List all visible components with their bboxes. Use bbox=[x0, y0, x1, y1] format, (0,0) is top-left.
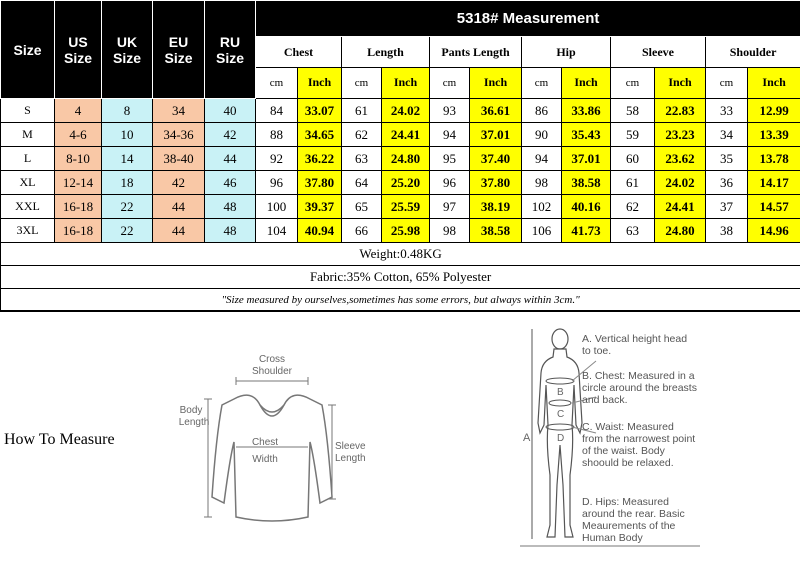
cm-value-cell: 38 bbox=[706, 219, 748, 243]
cm-value-cell: 35 bbox=[706, 147, 748, 171]
eu-size-cell: 42 bbox=[153, 171, 205, 195]
uk-size-header: UK Size bbox=[102, 1, 153, 99]
inch-value-cell: 25.98 bbox=[382, 219, 430, 243]
unit-inch-header: Inch bbox=[748, 67, 800, 98]
size-label-cell: S bbox=[1, 99, 55, 123]
size-row bbox=[1, 147, 800, 171]
ru-size-cell: 46 bbox=[205, 171, 256, 195]
us-size-cell: 12-14 bbox=[55, 171, 102, 195]
unit-inch-header: Inch bbox=[470, 67, 522, 98]
cm-value-cell: 96 bbox=[256, 171, 298, 195]
inch-value-cell: 36.22 bbox=[298, 147, 342, 171]
cross-shoulder-label-2: Shoulder bbox=[252, 366, 293, 377]
size-header: Size bbox=[1, 1, 55, 99]
ru-size-cell: 48 bbox=[205, 219, 256, 243]
pants-length-group-header: Pants Length bbox=[430, 37, 522, 67]
cm-value-cell: 63 bbox=[611, 219, 655, 243]
cm-value-cell: 88 bbox=[256, 123, 298, 147]
us-size-cell: 4 bbox=[55, 99, 102, 123]
cm-value-cell: 58 bbox=[611, 99, 655, 123]
unit-cm-header: cm bbox=[430, 67, 470, 98]
cm-value-cell: 60 bbox=[611, 147, 655, 171]
cm-value-cell: 86 bbox=[522, 99, 562, 123]
ru-size-cell: 42 bbox=[205, 123, 256, 147]
cm-value-cell: 64 bbox=[342, 171, 382, 195]
us-size-cell: 16-18 bbox=[55, 219, 102, 243]
garment-measure-diagram bbox=[172, 347, 372, 547]
uk-size-cell: 18 bbox=[102, 171, 153, 195]
inch-value-cell: 41.73 bbox=[562, 219, 611, 243]
inch-value-cell: 23.62 bbox=[655, 147, 706, 171]
cm-value-cell: 102 bbox=[522, 195, 562, 219]
how-to-measure-label: How To Measure bbox=[4, 431, 115, 449]
cm-value-cell: 61 bbox=[342, 99, 382, 123]
inch-value-cell: 12.99 bbox=[748, 99, 800, 123]
ru-size-cell: 48 bbox=[205, 195, 256, 219]
cm-value-cell: 100 bbox=[256, 195, 298, 219]
size-label-cell: L bbox=[1, 147, 55, 171]
cross-shoulder-label-1: Cross bbox=[259, 354, 285, 365]
us-size-cell: 8-10 bbox=[55, 147, 102, 171]
size-label-cell: M bbox=[1, 123, 55, 147]
sleeve-group-header: Sleeve bbox=[611, 37, 706, 67]
letter-d: D bbox=[557, 433, 564, 444]
letter-a: A bbox=[523, 432, 531, 444]
ru-size-cell: 40 bbox=[205, 99, 256, 123]
unit-cm-header: cm bbox=[706, 67, 748, 98]
inch-value-cell: 37.80 bbox=[298, 171, 342, 195]
cm-value-cell: 90 bbox=[522, 123, 562, 147]
unit-cm-header: cm bbox=[522, 67, 562, 98]
inch-value-cell: 38.58 bbox=[562, 171, 611, 195]
eu-size-cell: 44 bbox=[153, 195, 205, 219]
inch-value-cell: 25.59 bbox=[382, 195, 430, 219]
cm-value-cell: 97 bbox=[430, 195, 470, 219]
cm-value-cell: 94 bbox=[522, 147, 562, 171]
legend-d: D. Hips: Measured around the rear. Basic Meaurements of the Human Body bbox=[582, 496, 697, 544]
cm-value-cell: 34 bbox=[706, 123, 748, 147]
cm-value-cell: 33 bbox=[706, 99, 748, 123]
uk-size-cell: 22 bbox=[102, 195, 153, 219]
unit-cm-header: cm bbox=[342, 67, 382, 98]
inch-value-cell: 22.83 bbox=[655, 99, 706, 123]
inch-value-cell: 24.41 bbox=[382, 123, 430, 147]
cm-value-cell: 61 bbox=[611, 171, 655, 195]
letter-c: C bbox=[557, 409, 564, 420]
inch-value-cell: 14.57 bbox=[748, 195, 800, 219]
chest-width-label-2: Width bbox=[252, 454, 278, 465]
inch-value-cell: 36.61 bbox=[470, 99, 522, 123]
size-row bbox=[1, 171, 800, 195]
inch-value-cell: 13.78 bbox=[748, 147, 800, 171]
fabric-text: Fabric:35% Cotton, 65% Polyester bbox=[1, 266, 800, 289]
inch-value-cell: 38.19 bbox=[470, 195, 522, 219]
unit-inch-header: Inch bbox=[382, 67, 430, 98]
uk-size-cell: 14 bbox=[102, 147, 153, 171]
inch-value-cell: 14.17 bbox=[748, 171, 800, 195]
inch-value-cell: 39.37 bbox=[298, 195, 342, 219]
chest-group-header: Chest bbox=[256, 37, 342, 67]
inch-value-cell: 40.94 bbox=[298, 219, 342, 243]
cm-value-cell: 96 bbox=[430, 171, 470, 195]
inch-value-cell: 38.58 bbox=[470, 219, 522, 243]
how-to-measure-section bbox=[0, 310, 800, 567]
sleeve-length-label-1: Sleeve bbox=[335, 441, 366, 452]
letter-b: B bbox=[557, 387, 564, 398]
unit-inch-header: Inch bbox=[562, 67, 611, 98]
inch-value-cell: 24.41 bbox=[655, 195, 706, 219]
cm-value-cell: 36 bbox=[706, 171, 748, 195]
legend-b: B. Chest: Measured in a circle around the breasts and back. bbox=[582, 370, 697, 406]
cm-value-cell: 104 bbox=[256, 219, 298, 243]
cm-value-cell: 63 bbox=[342, 147, 382, 171]
eu-size-cell: 34-36 bbox=[153, 123, 205, 147]
measurement-note: "Size measured by ourselves,sometimes has some errors, but always within 3cm." bbox=[1, 289, 800, 312]
unit-inch-header: Inch bbox=[655, 67, 706, 98]
cm-value-cell: 84 bbox=[256, 99, 298, 123]
uk-size-cell: 8 bbox=[102, 99, 153, 123]
body-length-label-1: Body bbox=[180, 405, 203, 416]
inch-value-cell: 23.23 bbox=[655, 123, 706, 147]
shoulder-group-header: Shoulder bbox=[706, 37, 800, 67]
unit-cm-header: cm bbox=[256, 67, 298, 98]
uk-size-cell: 10 bbox=[102, 123, 153, 147]
cm-value-cell: 59 bbox=[611, 123, 655, 147]
cm-value-cell: 94 bbox=[430, 123, 470, 147]
ru-size-cell: 44 bbox=[205, 147, 256, 171]
sleeve-length-label-2: Length bbox=[335, 453, 366, 464]
us-size-cell: 4-6 bbox=[55, 123, 102, 147]
us-size-header: US Size bbox=[55, 1, 102, 99]
inch-value-cell: 24.02 bbox=[382, 99, 430, 123]
inch-value-cell: 24.80 bbox=[655, 219, 706, 243]
chest-width-label-1: Chest bbox=[252, 437, 278, 448]
cm-value-cell: 95 bbox=[430, 147, 470, 171]
size-label-cell: XL bbox=[1, 171, 55, 195]
size-row bbox=[1, 219, 800, 243]
cm-value-cell: 37 bbox=[706, 195, 748, 219]
unit-inch-header: Inch bbox=[298, 67, 342, 98]
inch-value-cell: 40.16 bbox=[562, 195, 611, 219]
cm-value-cell: 106 bbox=[522, 219, 562, 243]
legend-c: C. Waist: Measured from the narrowest point of the waist. Body shoould be relaxed. bbox=[582, 421, 697, 469]
size-row bbox=[1, 195, 800, 219]
unit-cm-header: cm bbox=[611, 67, 655, 98]
hip-group-header: Hip bbox=[522, 37, 611, 67]
eu-size-cell: 44 bbox=[153, 219, 205, 243]
inch-value-cell: 37.01 bbox=[562, 147, 611, 171]
eu-size-cell: 38-40 bbox=[153, 147, 205, 171]
cm-value-cell: 62 bbox=[611, 195, 655, 219]
ru-size-header: RU Size bbox=[205, 1, 256, 99]
inch-value-cell: 34.65 bbox=[298, 123, 342, 147]
inch-value-cell: 37.80 bbox=[470, 171, 522, 195]
size-row bbox=[1, 123, 800, 147]
inch-value-cell: 14.96 bbox=[748, 219, 800, 243]
cm-value-cell: 66 bbox=[342, 219, 382, 243]
inch-value-cell: 24.02 bbox=[655, 171, 706, 195]
weight-text: Weight:0.48KG bbox=[1, 243, 800, 266]
cm-value-cell: 93 bbox=[430, 99, 470, 123]
inch-value-cell: 33.86 bbox=[562, 99, 611, 123]
inch-value-cell: 35.43 bbox=[562, 123, 611, 147]
cm-value-cell: 98 bbox=[430, 219, 470, 243]
cm-value-cell: 98 bbox=[522, 171, 562, 195]
cm-value-cell: 92 bbox=[256, 147, 298, 171]
inch-value-cell: 33.07 bbox=[298, 99, 342, 123]
size-label-cell: 3XL bbox=[1, 219, 55, 243]
size-label-cell: XXL bbox=[1, 195, 55, 219]
eu-size-header: EU Size bbox=[153, 1, 205, 99]
cm-value-cell: 62 bbox=[342, 123, 382, 147]
inch-value-cell: 37.40 bbox=[470, 147, 522, 171]
uk-size-cell: 22 bbox=[102, 219, 153, 243]
us-size-cell: 16-18 bbox=[55, 195, 102, 219]
inch-value-cell: 13.39 bbox=[748, 123, 800, 147]
inch-value-cell: 37.01 bbox=[470, 123, 522, 147]
inch-value-cell: 24.80 bbox=[382, 147, 430, 171]
legend-a: A. Vertical height head to toe. bbox=[582, 333, 697, 357]
size-row bbox=[1, 99, 800, 123]
inch-value-cell: 25.20 bbox=[382, 171, 430, 195]
length-group-header: Length bbox=[342, 37, 430, 67]
eu-size-cell: 34 bbox=[153, 99, 205, 123]
cm-value-cell: 65 bbox=[342, 195, 382, 219]
measurement-title: 5318# Measurement bbox=[256, 1, 800, 37]
body-length-label-2: Length bbox=[179, 417, 210, 428]
